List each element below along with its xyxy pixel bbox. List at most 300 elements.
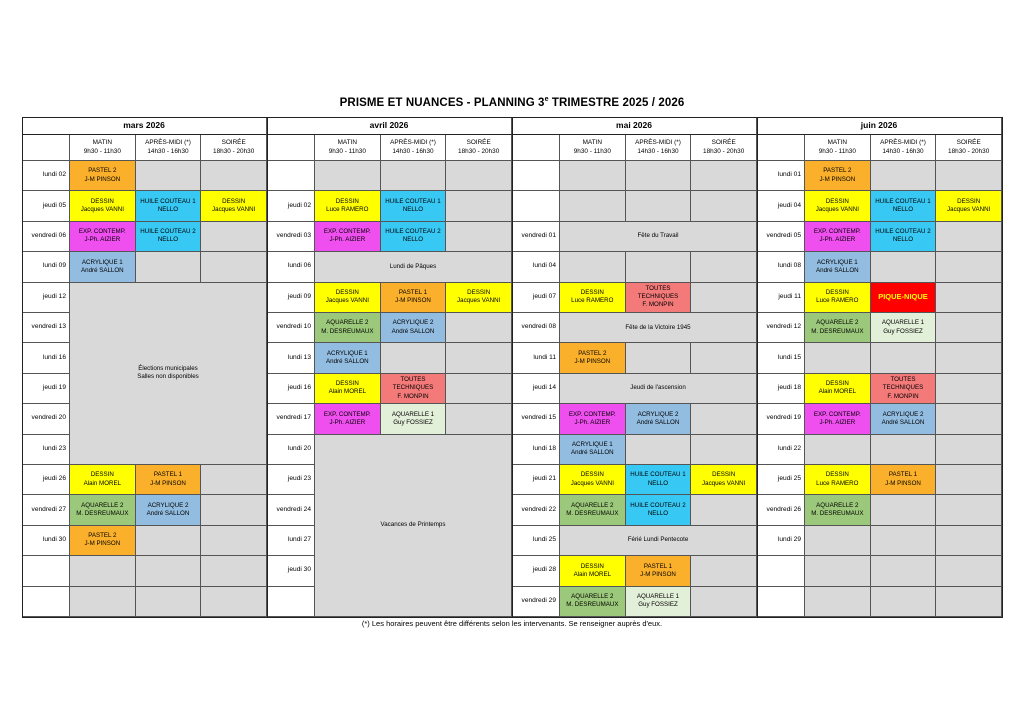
cell-text-line: André SALLON	[146, 510, 190, 518]
empty-cell	[446, 313, 512, 343]
activity-cell	[805, 495, 871, 525]
cell-text-line: DESSIN	[580, 471, 604, 479]
cell-text-line: HUILE COUTEAU 1	[385, 197, 441, 205]
empty-cell	[871, 161, 937, 191]
activity-cell	[626, 495, 692, 525]
column-header-matin	[805, 135, 871, 161]
empty-cell	[805, 587, 871, 617]
empty-cell	[315, 161, 381, 191]
cell-text-line: Alain MOREL	[818, 388, 857, 396]
empty-cell	[136, 556, 202, 586]
activity-cell	[70, 252, 136, 282]
cell-text-line: André SALLON	[81, 266, 124, 274]
cell-text-line: AQUARELLE 1	[636, 592, 680, 600]
cell-text-line: DESSIN	[335, 288, 359, 296]
day-label: lundi 02	[22, 161, 70, 191]
cell-text-line: DESSIN	[90, 471, 114, 479]
title-superscript: e	[544, 96, 549, 103]
cell-text-line: HUILE COUTEAU 2	[875, 228, 931, 236]
empty-cell	[936, 252, 1002, 282]
day-label: vendredi 10	[267, 313, 315, 343]
cell-text-line: 18h30 - 20h30	[948, 147, 990, 155]
cell-text-line: DESSIN	[825, 197, 849, 205]
cell-text-line: DESSIN	[467, 288, 491, 296]
cell-text-line: J-Ph. AIZIER	[819, 236, 856, 244]
cell-text-line: J-Ph. AIZIER	[574, 418, 611, 426]
activity-cell	[70, 191, 136, 221]
cell-text-line: André SALLON	[571, 449, 614, 457]
activity-cell	[560, 556, 626, 586]
cell-text-line: APRÈS-MIDI (*)	[880, 138, 926, 146]
empty-cell	[936, 465, 1002, 495]
cell-text-line: Férié Lundi Pentecote	[627, 536, 689, 544]
cell-text-line: Guy FOSSIEZ	[393, 418, 433, 426]
day-label: lundi 04	[512, 252, 560, 282]
empty-cell	[691, 435, 757, 465]
day-label: vendredi 12	[757, 313, 805, 343]
cell-text-line: PASTEL 1	[153, 471, 183, 479]
cell-text-line: Jacques VANNI	[325, 297, 369, 305]
month-header-2: avril 2026	[267, 117, 512, 135]
day-label: vendredi 03	[267, 222, 315, 252]
activity-cell	[381, 374, 447, 404]
day-label	[512, 161, 560, 191]
day-column-header	[757, 135, 805, 161]
activity-cell	[626, 587, 692, 617]
cell-text-line: NELLO	[647, 510, 669, 518]
empty-cell	[691, 191, 757, 221]
cell-text-line: NELLO	[402, 206, 424, 214]
cell-text-line: AQUARELLE 2	[571, 501, 614, 509]
cell-text-line: PASTEL 2	[823, 167, 852, 175]
activity-cell	[805, 222, 871, 252]
cell-text-line: Luce RAMERO	[816, 297, 859, 305]
empty-cell	[136, 252, 202, 282]
cell-text-line: Alain MOREL	[573, 570, 612, 578]
day-label: lundi 16	[22, 343, 70, 373]
cell-text-line: DESSIN	[825, 471, 849, 479]
day-label: vendredi 08	[512, 313, 560, 343]
day-label: vendredi 06	[22, 222, 70, 252]
empty-cell	[691, 556, 757, 586]
activity-cell	[315, 343, 381, 373]
day-label: vendredi 15	[512, 404, 560, 434]
empty-cell	[201, 495, 267, 525]
day-label: lundi 13	[267, 343, 315, 373]
activity-cell	[136, 495, 202, 525]
cell-text-line: M. DESREUMAUX	[811, 510, 864, 518]
cell-text-line: Luce RAMERO	[816, 479, 859, 487]
activity-cell	[70, 526, 136, 556]
day-label: jeudi 12	[22, 283, 70, 313]
activity-cell	[70, 495, 136, 525]
day-label: jeudi 07	[512, 283, 560, 313]
cell-text-line: NELLO	[892, 206, 914, 214]
activity-cell	[626, 465, 692, 495]
empty-cell	[871, 556, 937, 586]
activity-cell	[315, 435, 512, 617]
cell-text-line: DESSIN	[825, 380, 849, 388]
cell-text-line: MATIN	[582, 138, 603, 146]
day-label: jeudi 25	[757, 465, 805, 495]
cell-text-line: MATIN	[337, 138, 358, 146]
cell-text-line: ACRYLIQUE 2	[392, 319, 434, 327]
cell-text-line: DESSIN	[222, 197, 246, 205]
empty-cell	[136, 587, 202, 617]
activity-cell	[315, 283, 381, 313]
empty-cell	[936, 343, 1002, 373]
cell-text-line: 9h30 - 11h30	[818, 147, 856, 155]
empty-cell	[936, 435, 1002, 465]
cell-text-line: 9h30 - 11h30	[573, 147, 611, 155]
column-header-soir	[936, 135, 1002, 161]
empty-cell	[871, 587, 937, 617]
cell-text-line: NELLO	[157, 236, 179, 244]
empty-cell	[936, 161, 1002, 191]
cell-text-line: Vacances de Printemps	[380, 521, 446, 529]
day-label: lundi 23	[22, 435, 70, 465]
cell-text-line: Jacques VANNI	[947, 206, 991, 214]
cell-text-line: TECHNIQUES	[392, 384, 434, 392]
cell-text-line: ACRYLIQUE 1	[81, 258, 123, 266]
empty-cell	[201, 465, 267, 495]
day-label	[22, 587, 70, 617]
activity-cell	[805, 374, 871, 404]
cell-text-line: TECHNIQUES	[882, 384, 924, 392]
empty-cell	[70, 556, 136, 586]
cell-text-line: Guy FOSSIEZ	[883, 327, 923, 335]
empty-cell	[691, 495, 757, 525]
activity-cell	[381, 191, 447, 221]
cell-text-line: F. MONPIN	[642, 301, 674, 309]
empty-cell	[936, 374, 1002, 404]
cell-text-line: Jacques VANNI	[80, 206, 124, 214]
cell-text-line: J-Ph. AIZIER	[329, 418, 366, 426]
cell-text-line: TOUTES	[645, 284, 671, 292]
cell-text-line: APRÈS-MIDI (*)	[145, 138, 191, 146]
cell-text-line: PASTEL 1	[398, 288, 428, 296]
activity-cell	[560, 283, 626, 313]
day-label: vendredi 27	[22, 495, 70, 525]
cell-text-line: 18h30 - 20h30	[703, 147, 745, 155]
cell-text-line: Jacques VANNI	[570, 479, 614, 487]
cell-text-line: Luce RAMERO	[571, 297, 614, 305]
cell-text-line: Jacques VANNI	[212, 206, 256, 214]
cell-text-line: AQUARELLE 2	[816, 319, 859, 327]
day-label: lundi 06	[267, 252, 315, 282]
activity-cell	[871, 313, 937, 343]
empty-cell	[201, 222, 267, 252]
activity-cell	[560, 435, 626, 465]
cell-text-line: DESSIN	[825, 288, 849, 296]
cell-text-line: Fête de la Victoire 1945	[625, 323, 691, 331]
empty-cell	[626, 435, 692, 465]
empty-cell	[201, 526, 267, 556]
column-header-apm	[381, 135, 447, 161]
activity-cell	[136, 191, 202, 221]
day-label: lundi 01	[757, 161, 805, 191]
cell-text-line: ACRYLIQUE 1	[571, 440, 613, 448]
cell-text-line: MATIN	[92, 138, 113, 146]
cell-text-line: Fête du Travail	[637, 232, 679, 240]
activity-cell	[871, 404, 937, 434]
day-column-header	[267, 135, 315, 161]
title-rest: TRIMESTRE 2025 / 2026	[548, 96, 685, 109]
cell-text-line: NELLO	[892, 236, 914, 244]
column-header-matin	[560, 135, 626, 161]
cell-text-line: DESSIN	[335, 197, 359, 205]
activity-cell	[315, 404, 381, 434]
activity-cell	[805, 161, 871, 191]
column-header-matin	[70, 135, 136, 161]
activity-cell	[446, 283, 512, 313]
day-label: vendredi 13	[22, 313, 70, 343]
cell-text-line: PASTEL 2	[88, 532, 117, 540]
activity-cell	[70, 465, 136, 495]
cell-text-line: J-Ph. AIZIER	[819, 418, 856, 426]
day-label: lundi 29	[757, 526, 805, 556]
cell-text-line: 14h30 - 16h30	[882, 147, 924, 155]
cell-text-line: APRÈS-MIDI (*)	[390, 138, 436, 146]
day-label	[757, 556, 805, 586]
cell-text-line: DESSIN	[335, 380, 359, 388]
cell-text-line: ACRYLIQUE 2	[147, 501, 189, 509]
empty-cell	[805, 435, 871, 465]
cell-text-line: J-M PINSON	[84, 540, 121, 548]
month-header-4: juin 2026	[757, 117, 1002, 135]
cell-text-line: Jacques VANNI	[457, 297, 501, 305]
cell-text-line: Lundi de Pâques	[389, 262, 437, 270]
cell-text-line: M. DESREUMAUX	[321, 327, 374, 335]
activity-cell	[871, 222, 937, 252]
day-label: jeudi 11	[757, 283, 805, 313]
cell-text-line: EXP. CONTEMP.	[323, 410, 371, 418]
cell-text-line: NELLO	[157, 206, 179, 214]
cell-text-line: PASTEL 1	[643, 562, 673, 570]
day-label: jeudi 23	[267, 465, 315, 495]
empty-cell	[136, 161, 202, 191]
cell-text-line: PIQUE-NIQUE	[878, 292, 928, 302]
activity-cell	[805, 404, 871, 434]
cell-text-line: 14h30 - 16h30	[147, 147, 189, 155]
activity-cell	[560, 526, 757, 556]
title-main: PRISME ET NUANCES - PLANNING 3	[339, 96, 545, 109]
activity-cell	[136, 465, 202, 495]
day-label: lundi 25	[512, 526, 560, 556]
empty-cell	[691, 252, 757, 282]
day-label: lundi 18	[512, 435, 560, 465]
cell-text-line: SOIRÉE	[711, 138, 736, 146]
day-label: lundi 27	[267, 526, 315, 556]
day-label: jeudi 19	[22, 374, 70, 404]
cell-text-line: Alain MOREL	[83, 479, 122, 487]
column-header-soir	[201, 135, 267, 161]
empty-cell	[446, 191, 512, 221]
activity-cell	[315, 313, 381, 343]
activity-cell	[315, 222, 381, 252]
day-column-header	[512, 135, 560, 161]
cell-text-line: HUILE COUTEAU 2	[385, 228, 441, 236]
column-header-apm	[136, 135, 202, 161]
cell-text-line: 9h30 - 11h30	[83, 147, 121, 155]
cell-text-line: Jeudi de l'ascension	[630, 384, 686, 392]
cell-text-line: AQUARELLE 2	[326, 319, 369, 327]
cell-text-line: HUILE COUTEAU 2	[630, 501, 686, 509]
cell-text-line: ACRYLIQUE 2	[637, 410, 679, 418]
day-label: vendredi 29	[512, 587, 560, 617]
cell-text-line: André SALLON	[636, 418, 680, 426]
cell-text-line: NELLO	[402, 236, 424, 244]
activity-cell	[70, 283, 267, 465]
activity-cell	[70, 222, 136, 252]
cell-text-line: 14h30 - 16h30	[637, 147, 679, 155]
day-label: lundi 20	[267, 435, 315, 465]
empty-cell	[936, 404, 1002, 434]
cell-text-line: André SALLON	[881, 418, 925, 426]
activity-cell	[381, 222, 447, 252]
cell-text-line: J-M PINSON	[819, 175, 856, 183]
column-header-apm	[626, 135, 692, 161]
column-header-matin	[315, 135, 381, 161]
activity-cell	[871, 191, 937, 221]
empty-cell	[446, 374, 512, 404]
activity-cell	[560, 313, 757, 343]
day-label: vendredi 05	[757, 222, 805, 252]
footnote: (*) Les horaires peuvent être différents selon les intervenants. Se renseigner auprès d'eux.	[361, 619, 663, 628]
empty-cell	[936, 556, 1002, 586]
cell-text-line: J-M PINSON	[395, 297, 431, 305]
cell-text-line: ACRYLIQUE 2	[882, 410, 924, 418]
day-label	[757, 587, 805, 617]
empty-cell	[446, 343, 512, 373]
empty-cell	[691, 404, 757, 434]
activity-cell	[936, 191, 1002, 221]
activity-cell	[381, 313, 447, 343]
cell-text-line: PASTEL 2	[88, 167, 117, 175]
day-label: vendredi 22	[512, 495, 560, 525]
empty-cell	[691, 283, 757, 313]
day-label	[267, 161, 315, 191]
empty-cell	[446, 404, 512, 434]
activity-cell	[560, 495, 626, 525]
cell-text-line: Élections municipales	[138, 364, 198, 372]
empty-cell	[560, 252, 626, 282]
empty-cell	[201, 556, 267, 586]
day-label: lundi 30	[22, 526, 70, 556]
empty-cell	[871, 526, 937, 556]
empty-cell	[936, 587, 1002, 617]
empty-cell	[381, 161, 447, 191]
cell-text-line: J-M PINSON	[640, 570, 676, 578]
cell-text-line: Guy FOSSIEZ	[638, 601, 678, 609]
activity-cell	[70, 161, 136, 191]
day-label: jeudi 21	[512, 465, 560, 495]
column-header-soir	[446, 135, 512, 161]
cell-text-line: J-M PINSON	[84, 175, 121, 183]
day-label: vendredi 01	[512, 222, 560, 252]
day-label	[267, 587, 315, 617]
day-label: jeudi 02	[267, 191, 315, 221]
empty-cell	[136, 526, 202, 556]
day-label: lundi 08	[757, 252, 805, 282]
activity-cell	[560, 465, 626, 495]
cell-text-line: André SALLON	[816, 266, 859, 274]
day-label: jeudi 14	[512, 374, 560, 404]
cell-text-line: DESSIN	[712, 471, 736, 479]
activity-cell	[560, 374, 757, 404]
cell-text-line: J-M PINSON	[885, 479, 921, 487]
day-label: jeudi 26	[22, 465, 70, 495]
day-label: jeudi 28	[512, 556, 560, 586]
cell-text-line: HUILE COUTEAU 1	[875, 197, 931, 205]
cell-text-line: HUILE COUTEAU 2	[140, 228, 196, 236]
empty-cell	[871, 252, 937, 282]
day-label: vendredi 19	[757, 404, 805, 434]
cell-text-line: EXP. CONTEMP.	[323, 228, 371, 236]
activity-cell	[626, 404, 692, 434]
month-header-3: mai 2026	[512, 117, 757, 135]
cell-text-line: PASTEL 2	[578, 349, 607, 357]
empty-cell	[381, 343, 447, 373]
cell-text-line: ACRYLIQUE 1	[816, 258, 858, 266]
day-label: vendredi 17	[267, 404, 315, 434]
empty-cell	[691, 343, 757, 373]
cell-text-line: AQUARELLE 1	[391, 410, 435, 418]
activity-cell	[315, 191, 381, 221]
activity-cell	[871, 465, 937, 495]
empty-cell	[626, 343, 692, 373]
day-label: lundi 15	[757, 343, 805, 373]
cell-text-line: M. DESREUMAUX	[566, 510, 619, 518]
activity-cell	[626, 556, 692, 586]
cell-text-line: J-Ph. AIZIER	[84, 236, 121, 244]
empty-cell	[201, 161, 267, 191]
empty-cell	[805, 556, 871, 586]
cell-text-line: HUILE COUTEAU 1	[140, 197, 196, 205]
activity-cell	[805, 283, 871, 313]
cell-text-line: TOUTES	[890, 375, 916, 383]
cell-text-line: SOIRÉE	[956, 138, 981, 146]
cell-text-line: NELLO	[647, 479, 669, 487]
day-label: jeudi 30	[267, 556, 315, 586]
empty-cell	[626, 252, 692, 282]
empty-cell	[201, 252, 267, 282]
empty-cell	[691, 587, 757, 617]
empty-cell	[936, 222, 1002, 252]
cell-text-line: AQUARELLE 2	[571, 592, 614, 600]
activity-cell	[691, 465, 757, 495]
activity-cell	[560, 404, 626, 434]
cell-text-line: 9h30 - 11h30	[328, 147, 366, 155]
activity-cell	[381, 404, 447, 434]
activity-cell	[871, 283, 937, 313]
cell-text-line: EXP. CONTEMP.	[813, 410, 861, 418]
activity-cell	[315, 252, 512, 282]
cell-text-line: AQUARELLE 1	[881, 319, 925, 327]
day-label: jeudi 05	[22, 191, 70, 221]
empty-cell	[446, 222, 512, 252]
day-label	[512, 191, 560, 221]
cell-text-line: 18h30 - 20h30	[213, 147, 255, 155]
column-header-apm	[871, 135, 937, 161]
cell-text-line: F. MONPIN	[397, 392, 429, 400]
cell-text-line: M. DESREUMAUX	[76, 510, 129, 518]
day-label: jeudi 09	[267, 283, 315, 313]
activity-cell	[805, 191, 871, 221]
activity-cell	[871, 374, 937, 404]
cell-text-line: Salles non disponibles	[137, 373, 199, 381]
empty-cell	[70, 587, 136, 617]
